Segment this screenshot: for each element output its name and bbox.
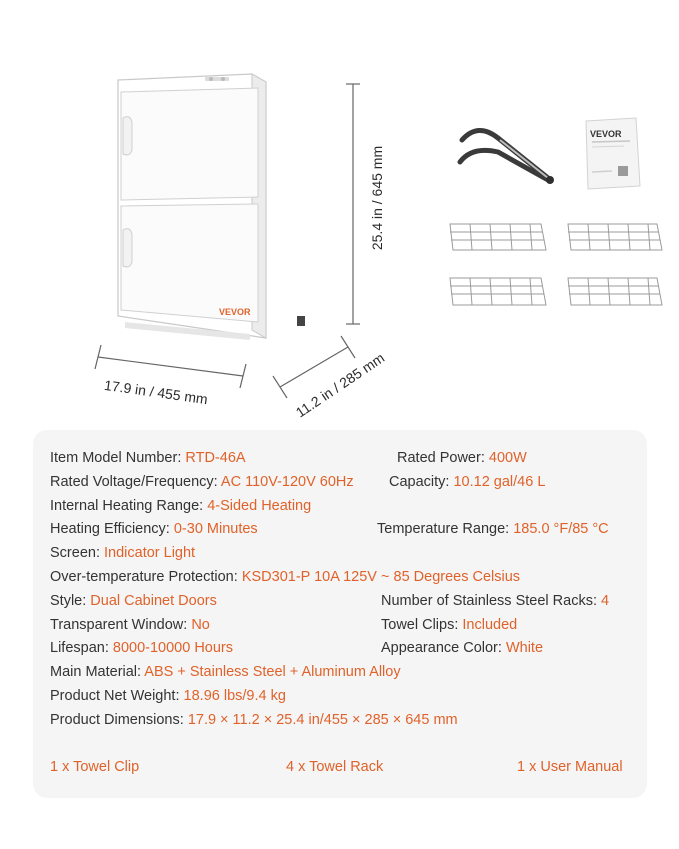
accessory-user-manual: 1 x User Manual [517, 759, 623, 775]
spec-temperature: Temperature Range: 185.0 °F/85 °C [377, 521, 609, 537]
spec-window: Transparent Window: No [50, 617, 210, 633]
towel-rack-image [450, 224, 662, 305]
spec-lifespan: Lifespan: 8000-10000 Hours [50, 640, 234, 656]
accessory-towel-clip: 1 x Towel Clip [50, 759, 140, 775]
spec-color: Appearance Color: White [381, 640, 544, 656]
spec-protection: Over-temperature Protection: KSD301-P 10A 125V ~ 85 Degrees Celsius [50, 569, 521, 585]
spec-clips: Towel Clips: Included [381, 617, 518, 633]
spec-efficiency: Heating Efficiency: 0-30 Minutes [50, 521, 258, 537]
spec-voltage: Rated Voltage/Frequency: AC 110V-120V 60Hz [50, 474, 354, 490]
height-dimension-label: 25.4 in / 645 mm [369, 145, 385, 251]
spec-dimensions: Product Dimensions: 17.9 × 11.2 × 25.4 in/455 × 285 × 645 mm [50, 712, 458, 728]
spec-model: Item Model Number: RTD-46A [50, 450, 246, 466]
width-dimension-label: 17.9 in / 455 mm [103, 376, 209, 408]
spec-material: Main Material: ABS + Stainless Steel + Aluminum Alloy [50, 664, 401, 680]
spec-racks: Number of Stainless Steel Racks: 4 [381, 593, 610, 609]
spec-heating-range: Internal Heating Range: 4-Sided Heating [50, 498, 312, 514]
spec-power: Rated Power: 400W [397, 450, 527, 466]
manual-logo: VEVOR [590, 129, 622, 139]
cabinet-image [118, 74, 305, 340]
spec-capacity: Capacity: 10.12 gal/46 L [389, 474, 546, 490]
towel-clip-image [460, 130, 554, 184]
spec-screen: Screen: Indicator Light [50, 545, 196, 561]
accessory-towel-rack: 4 x Towel Rack [286, 759, 384, 775]
depth-dimension-label: 11.2 in / 285 mm [292, 349, 388, 421]
spec-weight: Product Net Weight: 18.96 lbs/9.4 kg [50, 688, 286, 704]
cabinet-logo: VEVOR [219, 307, 251, 317]
spec-style: Style: Dual Cabinet Doors [50, 593, 217, 609]
